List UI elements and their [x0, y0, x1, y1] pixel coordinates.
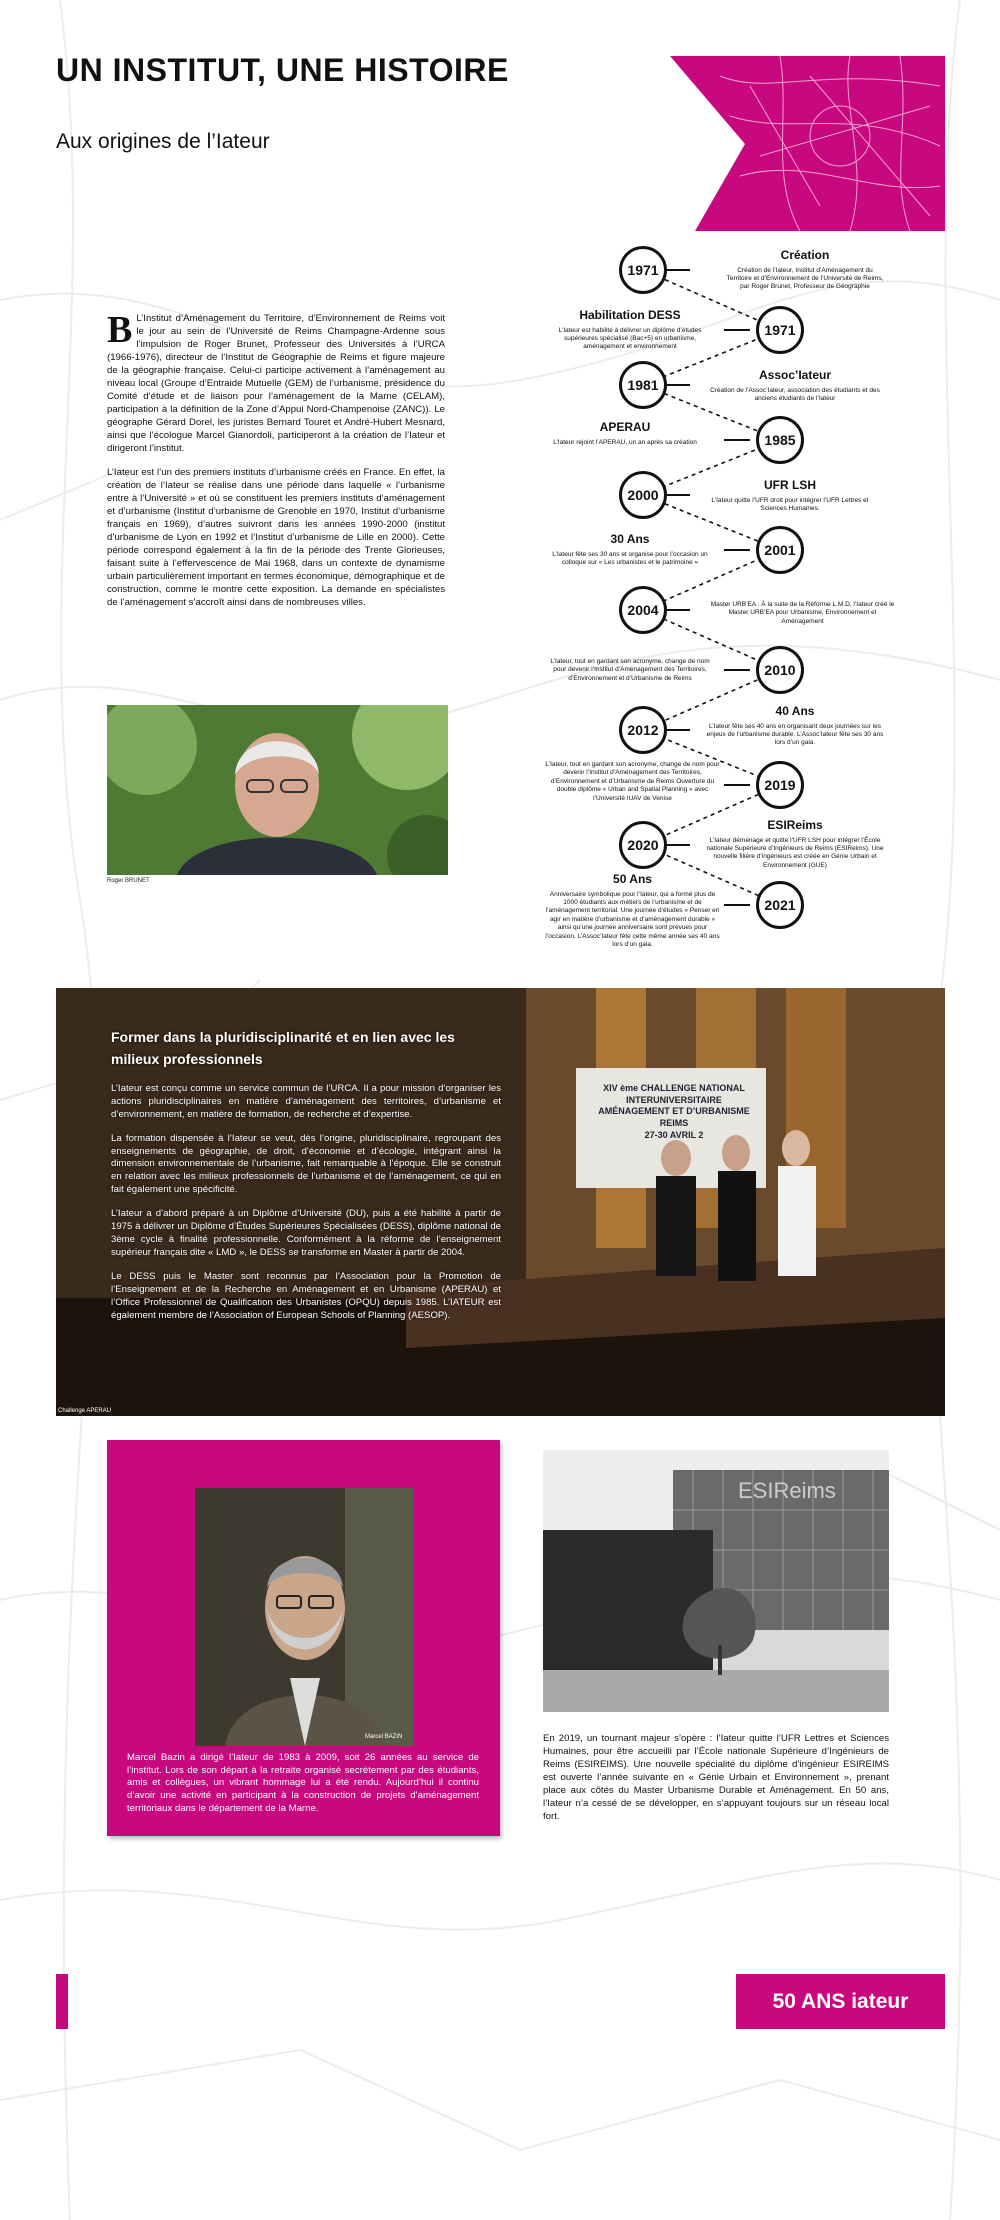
esireims-text: En 2019, un tournant majeur s’opère : l’Iateur quitte l’UFR Lettres et Sciences Humaines, pour être accueilli par l’École nationale Supérieure d’Ingénieurs de Reims (ESIREIMS). Une nouvelle spécialité du diplôme d’ingénieur ESIREIMS est ouverte l’année suivante en « Génie Urbain et Environnement », prenant place aux côtés du Master Urbanisme Durable et Aménagement. En 50 ans, l’Iateur n’a cessé de se développer, en s’appuyant toujours sur un réseau local fort. [543, 1733, 889, 1822]
bazin-box [107, 1440, 500, 1836]
timeline-event: 30 Ans L’Iateur fête ses 30 ans et organise pour l’occasion un colloque sur « Les urbanistes et le patrimoine » [552, 532, 708, 567]
marcel-bazin-photo [195, 1488, 413, 1746]
timeline [540, 240, 960, 949]
challenge-photo-band [56, 988, 945, 1416]
timeline-year: 2004 [619, 586, 667, 634]
timeline-event: Habilitation DESS L’Iateur est habilité à délivrer un diplôme d’études supérieures spécialisé (Bac+5) en urbanisme, aménagement et environnement [558, 308, 702, 351]
timeline-event: L’Iateur, tout en gardant son acronyme, change de nom pour devenir l’Institut d’Aménagement des Territoires, d’Environnement et d’Urbanisme de Reims Ouverture du double diplôme « Urban and Spatial Planning » avec l’Université IUAV de Venise [545, 761, 720, 802]
intro-paragraph-2: L’Iateur est l’un des premiers instituts d’urbanisme créés en France. En effet, la création de l’Iateur se réalise dans une période dans laquelle « l’urbanisme entre à l’Université » et où se constituent les premiers instituts d’aménagement et d’urbanisme (Institut d’urbanisme de Grenoble en 1970, Institut d’urbanisme français en 1969), d’autres suivront dans les années 1990-2000 (institut d’urbanisme de Lyon en 1992 et l’Institut d’urbanisme de Lille en 2000). Cette période correspond également à la fin de la période des Trente Glorieuses, faisant suite à l’effervescence de Mai 1968, dans un contexte de dynamisme urbain particulièrement important en termes économique, démographique et de construction, comme le montre cette exposition. La demande en spécialistes de l’aménagement s’accroît ainsi dans de nombreuses villes. [107, 466, 445, 608]
band-text [111, 1026, 501, 1334]
roger-brunet-caption: Roger BRUNET [107, 878, 150, 884]
timeline-year: 2001 [756, 526, 804, 574]
bazin-text: Marcel Bazin a dirigé l’Iateur de 1983 à 2009, soit 26 années au service de l’institut. Lors de son départ à la retraite organisé secrètement par des étudiants, amis et collègues, un vibrant hommage lui a été rendu. Aujourd’hui il continu d’avoir une activité en participant à la construction de projets d’aménagement territoriaux dans le département de la Marne. [127, 1752, 479, 1814]
timeline-event: Création Création de l’Iateur, Institut d’Aménagement du Territoire et d’Environnement de l’Université de Reims, par Roger Brunet, Professeur de Géographie [726, 248, 884, 291]
banner-map [670, 56, 945, 231]
timeline-year: 2020 [619, 821, 667, 869]
timeline-year: 2012 [619, 706, 667, 754]
band-caption: Challenge APERAU [58, 1408, 112, 1414]
band-heading: Former dans la pluridisciplinarité et en lien avec les milieux professionnels [111, 1029, 455, 1068]
anniversary-badge: 50 ANS iateur [736, 1974, 945, 2029]
esireims-sign: ESIReims [738, 1478, 836, 1503]
timeline-event: APERAU L’Iateur rejoint l’APERAU, un an après sa création [553, 420, 697, 446]
timeline-year: 1971 [619, 246, 667, 294]
band-paragraph: Le DESS puis le Master sont reconnus par l’Association pour la Promotion de l’Enseignement et de la Recherche en Aménagement et en Urbanisme (APERAU) et l’Office Professionnel de Qualification des Urbanistes (OPQU) depuis 1985. L’IATEUR est également membre de l’Association of European Schools of Planning (AESOP). [111, 1271, 501, 1321]
timeline-event: L’Iateur, tout en gardant son acronyme, change de nom pour devenir l’Institut d’Aménagement des Territoires, d’Environnement et d’Urbanisme de Reims [550, 658, 710, 682]
intro-paragraph-1: B L’Institut d’Aménagement du Territoire, d’Environnement de Reims voit le jour au sein de l’Université de Reims Champagne-Ardenne sous l’impulsion de Roger Brunet, Professeur des Universités à l’URCA (1966-1976), directeur de l’Institut de Géographie de Reims et figure majeure de la géographie française. Celui-ci participe activement à l’aménagement au niveau local (Groupe d’Entraide Mutuelle (GEM) de l’urbanisme, présidence du Comité d’étude et de liaison pour l’aménagement de la Marne (CELAM), participation à la définition de la Zone d’Appui Nord-Champenoise (ZANC)). Le géographe Gérard Dorel, les juristes Bernard Touret et André-Hubert Mesnard, ainsi que l’écologue Marcel Gianordoli, participeront à la création de l’Iateur et dirigeront l’institut. [107, 309, 445, 455]
challenge-board-text: XIV ème CHALLENGE NATIONAL INTERUNIVERSITAIRE AMÉNAGEMENT ET D’URBANISME REIMS 27-30 AVRIL 2 [598, 1083, 750, 1140]
page-title: UN INSTITUT, UNE HISTOIRE [56, 52, 509, 88]
footer-accent-bar [56, 1974, 68, 2029]
roger-brunet-photo [107, 705, 448, 875]
esireims-building-photo [543, 1450, 889, 1712]
timeline-event: ESIReims L’Iateur déménage et quitte l’UFR LSH pour intégrer l’École nationale Supérieure d’Ingénieurs de Reims (ESIReims). Une nouvelle filière d’ingénieurs est créée en Génie Urbain et Environnement (GUE) [706, 818, 884, 869]
timeline-event: 50 Ans Anniversaire symbolique pour l’Iateur, qui a formé plus de 1000 étudiants aux métiers de l’urbanisme et de l’aménagement territorial. Une journée d’études « Penser en agir en matière d’urbanisme et d’aménagement durable » ainsi qu’une journée anniversaire sont prévues pour l’occasion. L’Assoc’Iateur fête cette même année ses 40 ans lors d’un gala. [545, 872, 720, 949]
timeline-event: Assoc’Iateur Création de l’Assoc’Iateur, association des étudiants et des anciens étudiants de l’Iateur [710, 368, 880, 403]
timeline-event: UFR LSH L’Iateur quitte l’UFR droit pour intégrer l’UFR Lettres et Sciences Humaines. [711, 478, 869, 513]
timeline-event: 40 Ans L’Iateur fête ses 40 ans en organisant deux journées sur les enjeux de l’urbanisme durable. L’Assoc’Iateur fête ses 30 ans lors d’un gala. [706, 704, 884, 747]
timeline-year: 2000 [619, 471, 667, 519]
page-subtitle: Aux origines de l’Iateur [56, 130, 270, 153]
timeline-year: 1981 [619, 361, 667, 409]
timeline-year: 2010 [756, 646, 804, 694]
band-paragraph: L’Iateur est conçu comme un service commun de l’URCA. Il a pour mission d’organiser les actions pluridisciplinaires en matière d’aménagement des territoires, d’urbanisme et d’environnement, en matière de formation, de recherche et d’expertise. [111, 1082, 501, 1120]
timeline-year: 1985 [756, 416, 804, 464]
timeline-year: 2021 [756, 881, 804, 929]
timeline-year: 1971 [756, 306, 804, 354]
band-paragraph: La formation dispensée à l’Iateur se veut, dès l’origine, pluridisciplinaire, regroupant des enseignements de géographie, de droit, d’économie et d’écologie, intégrant ainsi la dimension environnementale de l’urbanisme, fait remarquable à l’époque. Elle se construit en relation avec les milieux professionnels de l’urbanisme et de l’aménagement, ce qui en fait également une spécificité. [111, 1132, 501, 1196]
drop-cap: B [107, 309, 133, 351]
intro-text [107, 309, 445, 619]
band-paragraph: L’Iateur a d’abord préparé à un Diplôme d’Université (DU), puis a été habilité à partir de 1975 à délivrer un Diplôme d’Études Supérieures Spécialisées (DESS), diplôme national de 3ème cycle à finalité professionnelle. Conformément à la réforme de l’enseignement supérieur français dite « LMD », le DESS se transforme en Master à partir de 2004. [111, 1208, 501, 1259]
bazin-photo-caption: Marcel BAZIN [365, 1734, 403, 1740]
timeline-year: 2019 [756, 761, 804, 809]
timeline-event: Master URB’EA : À la suite de la Réforme L.M.D, l’Iateur créé le Master URB’EA pour Urbanisme, Environnement et Aménagement [710, 601, 895, 625]
